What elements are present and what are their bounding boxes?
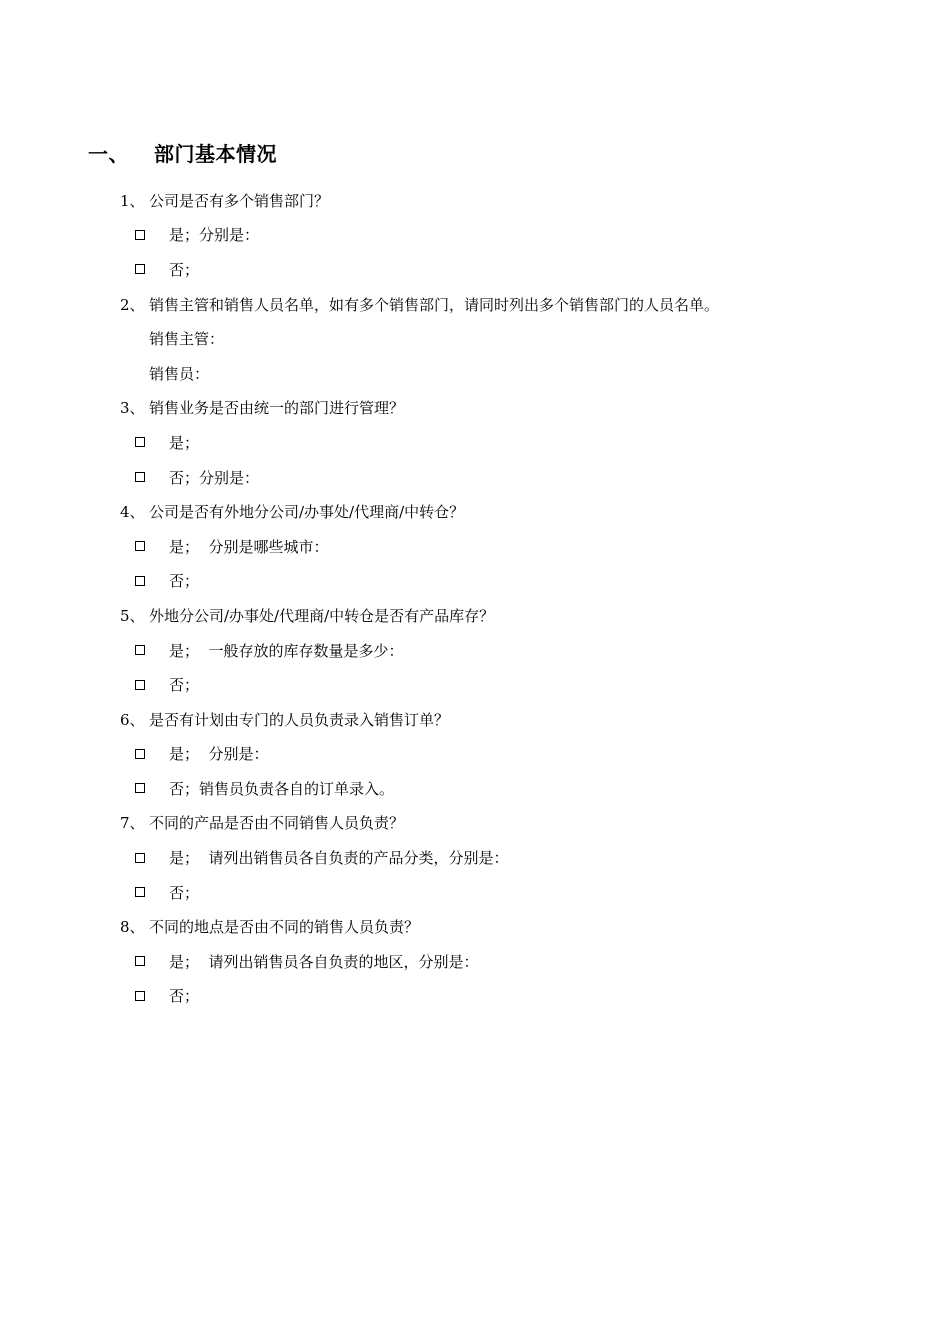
question-6 xyxy=(0,702,950,737)
question-5-option-2[interactable] xyxy=(0,667,950,702)
question-4-option-2[interactable] xyxy=(0,564,950,599)
checkbox-icon[interactable] xyxy=(135,472,145,482)
checkbox-icon[interactable] xyxy=(135,680,145,690)
section-heading xyxy=(88,137,277,167)
checkbox-icon[interactable] xyxy=(135,541,145,551)
checkbox-icon[interactable] xyxy=(135,749,145,759)
question-7-option-2[interactable] xyxy=(0,875,950,910)
question-text: 公司是否有多个销售部门？ xyxy=(149,191,330,210)
option-label: 是； 一般存放的库存数量是多少： xyxy=(169,641,404,660)
option-label: 是；分别是： xyxy=(169,226,260,245)
option-label: 否； xyxy=(169,883,200,902)
checkbox-icon[interactable] xyxy=(135,437,145,447)
question-1-option-1[interactable] xyxy=(0,218,950,253)
question-4-option-1[interactable] xyxy=(0,529,950,564)
checkbox-icon[interactable] xyxy=(135,991,145,1001)
question-text: 公司是否有外地分公司/办事处/代理商/中转仓？ xyxy=(149,503,465,522)
checkbox-icon[interactable] xyxy=(135,230,145,240)
question-text: 不同的地点是否由不同的销售人员负责？ xyxy=(149,918,420,937)
option-label: 否； xyxy=(169,260,200,279)
option-label: 是； 请列出销售员各自负责的产品分类，分别是： xyxy=(169,849,509,868)
question-number: 6、 xyxy=(120,710,145,729)
checkbox-icon[interactable] xyxy=(135,887,145,897)
question-5 xyxy=(0,598,950,633)
question-number: 4、 xyxy=(120,503,145,522)
question-1-option-2[interactable] xyxy=(0,252,950,287)
question-text: 外地分公司/办事处/代理商/中转仓是否有产品库存？ xyxy=(149,606,495,625)
question-5-option-1[interactable] xyxy=(0,633,950,668)
checkbox-icon[interactable] xyxy=(135,853,145,863)
checkbox-icon[interactable] xyxy=(135,783,145,793)
question-1 xyxy=(0,183,950,218)
question-text: 不同的产品是否由不同销售人员负责？ xyxy=(149,814,405,833)
question-8-option-2[interactable] xyxy=(0,979,950,1014)
option-label: 否；销售员负责各自的订单录入。 xyxy=(169,779,395,798)
option-label: 否；分别是： xyxy=(169,468,260,487)
question-list xyxy=(0,183,950,1013)
question-3 xyxy=(0,391,950,426)
question-2 xyxy=(0,287,950,322)
option-label: 否； xyxy=(169,987,200,1006)
option-label: 是； xyxy=(169,433,200,452)
question-number: 7、 xyxy=(120,814,145,833)
checkbox-icon[interactable] xyxy=(135,576,145,586)
field-label: 销售主管： xyxy=(149,330,225,349)
checkbox-icon[interactable] xyxy=(135,956,145,966)
question-text: 销售业务是否由统一的部门进行管理？ xyxy=(149,399,405,418)
question-7 xyxy=(0,806,950,841)
option-label: 否； xyxy=(169,676,200,695)
option-label: 否； xyxy=(169,572,200,591)
question-6-option-2[interactable] xyxy=(0,771,950,806)
question-3-option-1[interactable] xyxy=(0,425,950,460)
checkbox-icon[interactable] xyxy=(135,264,145,274)
question-8-option-1[interactable] xyxy=(0,944,950,979)
question-number: 2、 xyxy=(120,295,145,314)
question-number: 1、 xyxy=(120,191,145,210)
option-label: 是； 请列出销售员各自负责的地区，分别是： xyxy=(169,952,479,971)
question-2-field-2 xyxy=(0,356,950,391)
question-number: 8、 xyxy=(120,918,145,937)
question-6-option-1[interactable] xyxy=(0,737,950,772)
question-text: 销售主管和销售人员名单，如有多个销售部门，请同时列出多个销售部门的人员名单。 xyxy=(149,295,720,314)
section-title: 部门基本情况 xyxy=(154,141,277,166)
question-8 xyxy=(0,909,950,944)
question-number: 3、 xyxy=(120,399,145,418)
field-label: 销售员： xyxy=(149,364,210,383)
question-text: 是否有计划由专门的人员负责录入销售订单？ xyxy=(149,710,450,729)
question-7-option-1[interactable] xyxy=(0,840,950,875)
question-number: 5、 xyxy=(120,606,145,625)
option-label: 是； 分别是哪些城市： xyxy=(169,537,329,556)
option-label: 是； 分别是： xyxy=(169,745,269,764)
question-3-option-2[interactable] xyxy=(0,460,950,495)
checkbox-icon[interactable] xyxy=(135,645,145,655)
question-2-field-1 xyxy=(0,321,950,356)
question-4 xyxy=(0,494,950,529)
section-number: 一、 xyxy=(88,141,129,166)
